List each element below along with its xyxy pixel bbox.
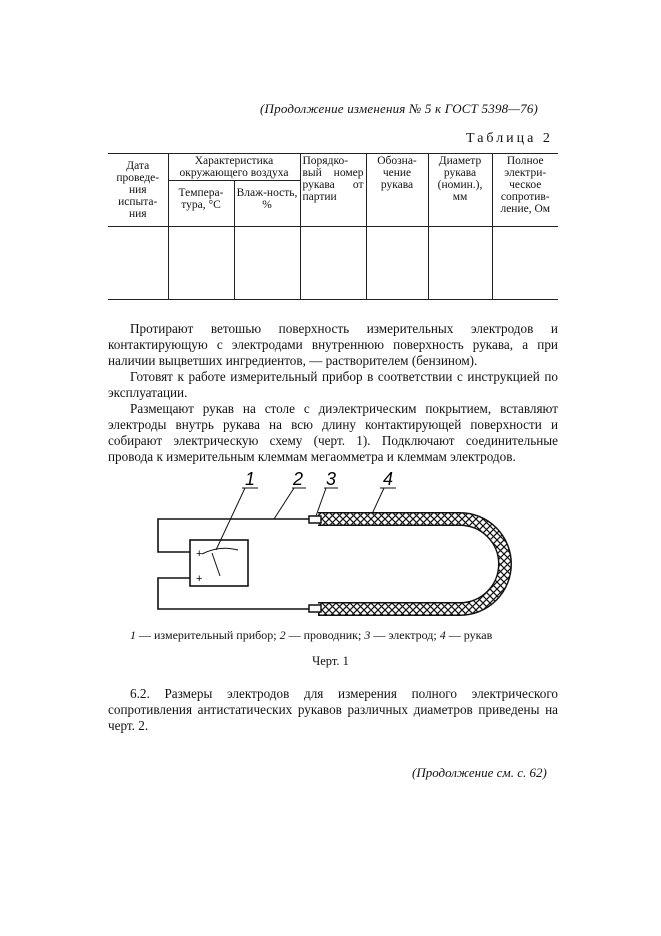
paragraph: 6.2. Размеры электродов для измерения полного электрического сопротивления антистатических рукавов различных диаметров приведены на черт. 2. <box>108 686 558 733</box>
col-header-date: Дата проведе-ния испыта-ния <box>108 154 168 227</box>
section-6-2 <box>108 686 558 734</box>
legend-text: — электрод; <box>370 628 440 642</box>
electrode-bottom <box>309 605 321 612</box>
legend-number: 1 <box>130 628 136 642</box>
label-3: 3 <box>326 470 337 489</box>
table-cell <box>234 227 300 300</box>
paragraph: Готовят к работе измерительный прибор в соответствии с инструкцией по эксплуатации. <box>108 369 558 400</box>
col-header-resistance: Полное электри-ческое сопротив-ление, Ом <box>492 154 558 227</box>
col-header-sleeve-number: Порядко-вый номер рукава от партии <box>300 154 366 227</box>
figure-caption: Черт. 1 <box>312 654 349 668</box>
col-header-environment: Характеристика окружающего воздуха <box>168 154 300 181</box>
col-header-humidity: Влаж-ность, % <box>234 181 300 227</box>
legend-text: — рукав <box>445 628 493 642</box>
col-header-designation: Обозна-чение рукава <box>366 154 428 227</box>
electrode-top <box>309 516 321 523</box>
table-cell <box>428 227 492 300</box>
legend-number: 2 <box>279 628 286 642</box>
table-cell <box>168 227 234 300</box>
table-row <box>108 227 558 300</box>
paragraph: Размещают рукав на столе с диэлектрическим покрытием, вставляют электроды внутрь рукава на всю длину контактирующей поверхности и собирают электрическую схему (черт. 1). Подключают соединительные провода к измерительным клеммам мегаомметра и клеммам электродов. <box>108 401 558 464</box>
legend-text: — проводник; <box>285 628 365 642</box>
sleeve-hatch <box>318 519 505 609</box>
figure-legend <box>130 628 530 643</box>
table-caption: Таблица 2 <box>466 131 553 146</box>
table-cell <box>366 227 428 300</box>
legend-number: 3 <box>364 628 371 642</box>
terminal-plus-bottom: + <box>196 573 203 585</box>
sleeve-shape <box>318 519 505 609</box>
table-cell <box>492 227 558 300</box>
label-1: 1 <box>245 470 256 489</box>
label-4: 4 <box>383 470 394 489</box>
procedure-text <box>108 321 558 465</box>
col-header-temperature: Темпера-тура, °С <box>168 181 234 227</box>
test-results-table <box>108 153 558 300</box>
paragraph: Протирают ветошью поверхность измерительных электродов и контактирующую с электродами внутреннюю поверхность рукава, а при наличии выцветших ингредиентов, — растворителем (бензином). <box>108 321 558 368</box>
continuation-header: (Продолжение изменения № 5 к ГОСТ 5398—76) <box>260 101 539 116</box>
label-2: 2 <box>293 470 304 489</box>
continued-footer: (Продолжение см. с. 62) <box>412 765 547 780</box>
col-header-diameter: Диаметр рукава (номин.), мм <box>428 154 492 227</box>
table-cell <box>108 227 168 300</box>
legend-text: — измерительный прибор; <box>136 628 280 642</box>
legend-number: 4 <box>439 628 446 642</box>
measurement-circuit-diagram <box>140 470 520 620</box>
table-cell <box>300 227 366 300</box>
terminal-plus-top: + <box>196 548 203 560</box>
